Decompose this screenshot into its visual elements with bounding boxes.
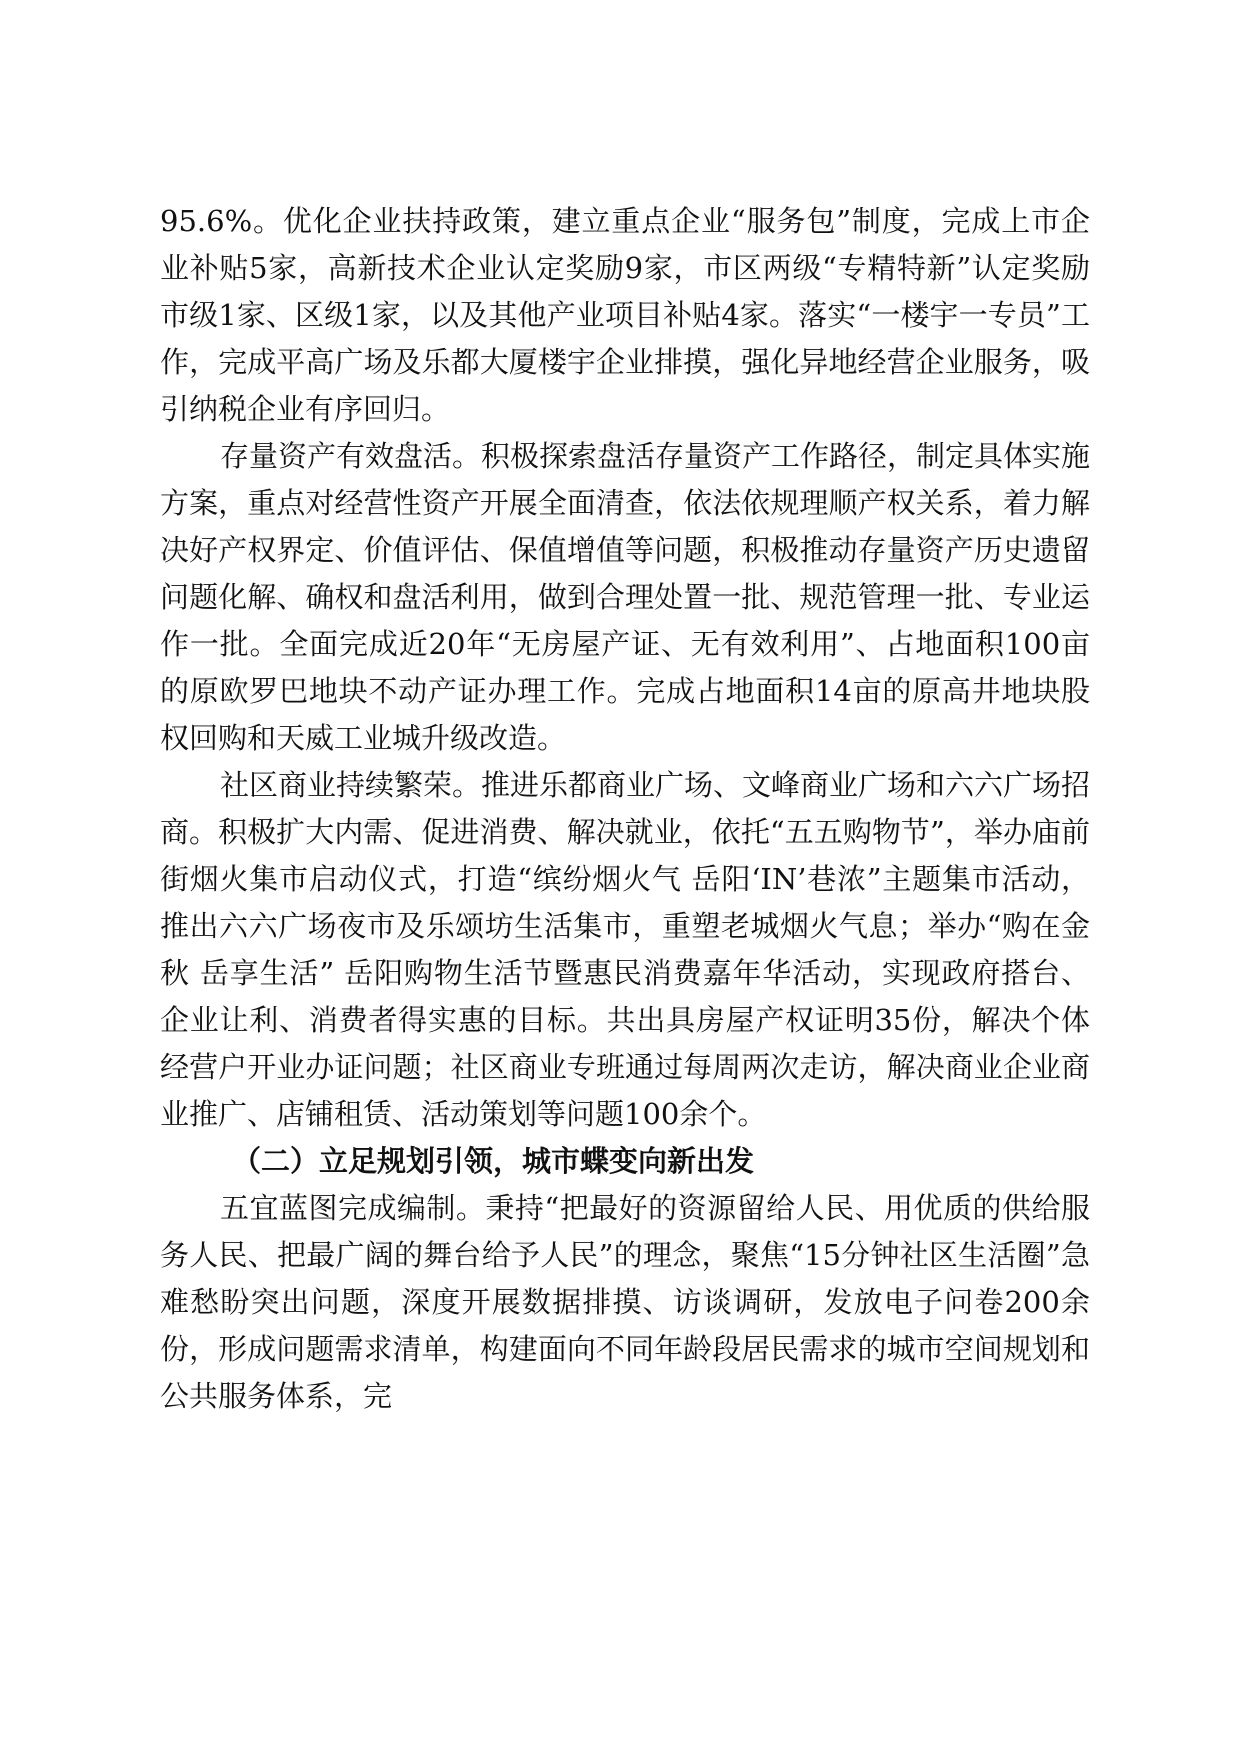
document-page [160,198,1090,1420]
paragraph-blueprint: 五宜蓝图完成编制。秉持“把最好的资源留给人民、用优质的供给服务人民、把最广阔的舞台给予人民”的理念，聚焦“15分钟社区生活圈”急难愁盼突出问题，深度开展数据排摸、访谈调研，发放电子问卷200余份，形成问题需求清单，构建面向不同年龄段居民需求的城市空间规划和公共服务体系，完 [160,1191,1090,1413]
paragraph-asset-revitalization: 存量资产有效盘活。积极探索盘活存量资产工作路径，制定具体实施方案，重点对经营性资产开展全面清查，依法依规理顺产权关系，着力解决好产权界定、价值评估、保值增值等问题，积极推动存量资产历史遗留问题化解、确权和盘活利用，做到合理处置一批、规范管理一批、专业运作一批。全面完成近20年“无房屋产证、无有效利用”、占地面积100亩的原欧罗巴地块不动产证办理工作。完成占地面积14亩的原高井地块股权回购和天威工业城升级改造。 [160,439,1091,755]
paragraph-enterprise-support: 95.6%。优化企业扶持政策，建立重点企业“服务包”制度，完成上市企业补贴5家，高新技术企业认定奖励9家，市区两级“专精特新”认定奖励市级1家、区级1家，以及其他产业项目补贴4家。落实“一楼宇一专员”工作，完成平高广场及乐都大厦楼宇企业排摸，强化异地经营企业服务，吸引纳税企业有序回归。 [160,204,1090,426]
paragraph-community-commerce: 社区商业持续繁荣。推进乐都商业广场、文峰商业广场和六六广场招商。积极扩大内需、促进消费、解决就业，依托“五五购物节”，举办庙前街烟火集市启动仪式，打造“缤纷烟火气 岳阳‘IN’巷浓”主题集市活动，推出六六广场夜市及乐颂坊生活集市，重塑老城烟火气息；举办“购在金秋 岳享生活” 岳阳购物生活节暨惠民消费嘉年华活动，实现政府搭台、企业让利、消费者得实惠的目标。共出具房屋产权证明35份，解决个体经营户开业办证问题；社区商业专班通过每周两次走访，解决商业企业商业推广、店铺租赁、活动策划等问题100余个。 [160,768,1091,1131]
section-heading: （二）立足规划引领，城市蝶变向新出发 [232,1144,755,1178]
